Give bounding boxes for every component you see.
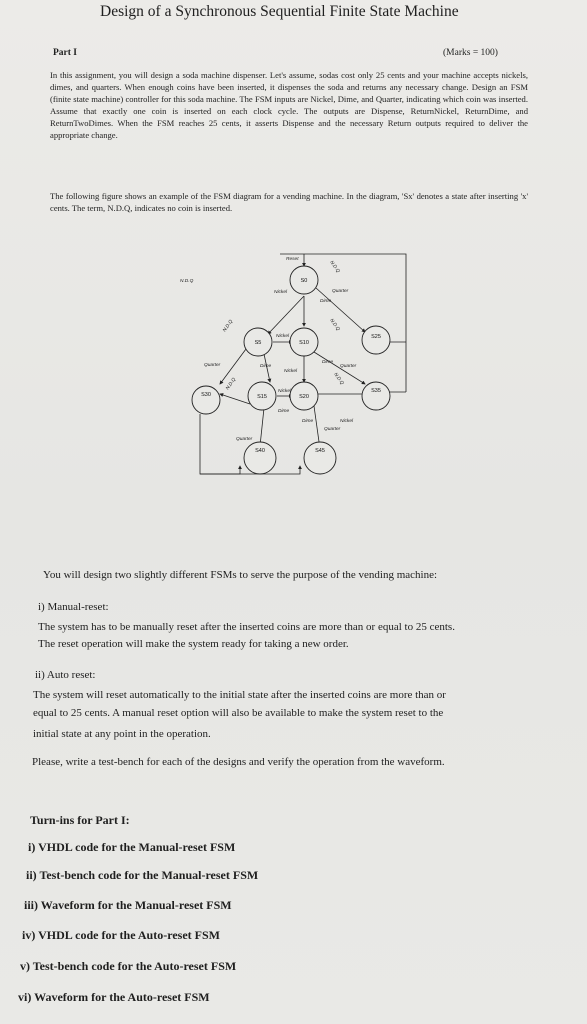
turnin-item: vi) Waveform for the Auto-reset FSM (18, 990, 210, 1004)
edge-label-dime: Dime (260, 364, 272, 369)
edge-label-dime: Dime (322, 360, 334, 365)
turnin-item: v) Test-bench code for the Auto-reset FSM (20, 959, 237, 973)
state-label: S45 (315, 448, 325, 454)
turnin-item: ii) Test-bench code for the Manual-reset FSM (26, 868, 259, 882)
edge-label-ndq: N.D.Q (222, 319, 235, 334)
state-label: S40 (255, 448, 265, 454)
state-label: S0 (300, 278, 308, 284)
edge-label-nickel: Nickel (340, 419, 354, 424)
part-label: Part I (53, 48, 78, 58)
state-label: S10 (299, 340, 309, 346)
page-title: Design of a Synchronous Sequential Finite State Machine (100, 3, 459, 20)
figure-description-paragraph: The following figure shows an example of the FSM diagram for a vending machine. In the diagram, 'Sx' denotes a state after inserting 'x' cents. The term, N.D.Q, indicates no coin is inserted. (50, 191, 528, 214)
state-s35 (362, 382, 390, 410)
manual-reset-heading: i) Manual-reset: (38, 601, 109, 613)
auto-reset-line-3: initial state at any point in the operation. (33, 728, 211, 740)
edge-label-reset: Reset (286, 257, 299, 262)
edge-label-dime: Dime (278, 409, 290, 414)
state-label: S15 (257, 394, 267, 400)
turnin-item: iii) Waveform for the Manual-reset FSM (24, 898, 232, 912)
state-s40 (244, 442, 276, 474)
state-label: S20 (299, 394, 309, 400)
edge-label-nickel: Nickel (274, 290, 288, 295)
turnin-item: iv) VHDL code for the Auto-reset FSM (22, 928, 220, 942)
testbench-line: Please, write a test-bench for each of the designs and verify the operation from the waveform. (32, 756, 445, 768)
edge-label-nickel: Nickel (276, 334, 290, 339)
edge-label-ndq: N.D.Q (328, 260, 341, 275)
edge-label-nickel: Nickel (284, 369, 298, 374)
state-label: S5 (254, 340, 262, 346)
edge-label-ndq: N.D.Q (328, 318, 341, 333)
edge-label-quarter: Quarter (332, 289, 349, 294)
edge-label-ndq: N.D.Q (225, 377, 238, 392)
edge-label-dime: Dime (302, 419, 314, 424)
auto-reset-line-2: equal to 25 cents. A manual reset option will also be available to make the system reset to the (33, 707, 444, 719)
turnin-item: i) VHDL code for the Manual-reset FSM (28, 840, 236, 854)
edge-label-quarter: Quarter (324, 427, 341, 432)
auto-reset-line-1: The system will reset automatically to the initial state after the inserted coins are more than or (33, 689, 446, 701)
edge-label-quarter: Quarter (236, 437, 253, 442)
intro-line: You will design two slightly different FSMs to serve the purpose of the vending machine: (43, 569, 438, 581)
manual-reset-line-1: The system has to be manually reset after the inserted coins are more than or equal to 25 cents. (38, 621, 455, 633)
intro-paragraph: In this assignment, you will design a soda machine dispenser. Let's assume, sodas cost only 25 cents and your machine accepts nickels, dimes, and quarters. When enough coins have been inserted, it dispenses the soda and returns any necessary change. Design an FSM (finite state machine) controller for this soda machine. The FSM inputs are Nickel, Dime, and Quarter, indicating which coin was inserted. Assume that exactly one coin is inserted on each clock cycle. The outputs are Dispense, ReturnNickel, ReturnDime, and ReturnTwoDimes. When the FSM reaches 25 cents, it asserts Dispense and the necessary Return outputs required to deliver the appropriate change. (50, 70, 528, 141)
state-s25 (362, 326, 390, 354)
edge-label-ndq: N.D.Q (332, 372, 345, 387)
turnins-title: Turn-ins for Part I: (30, 813, 130, 827)
edge-label-quarter: Quarter (340, 364, 357, 369)
edge-label-nickel: Nickel (278, 389, 292, 394)
fsm-diagram-svg (180, 244, 420, 494)
fsm-diagram (180, 244, 420, 494)
state-label: S25 (371, 334, 381, 340)
marks-label: (Marks = 100) (443, 48, 498, 58)
edge-label-ndq: N.D.Q (180, 279, 194, 284)
edge-label-quarter: Quarter (204, 363, 221, 368)
manual-reset-line-2: The reset operation will make the system ready for taking a new order. (38, 638, 349, 650)
state-s45 (304, 442, 336, 474)
auto-reset-heading: ii) Auto reset: (35, 669, 96, 681)
state-label: S30 (201, 392, 211, 398)
edge-label-dime: Dime (320, 299, 332, 304)
state-s30 (192, 386, 220, 414)
state-label: S35 (371, 388, 381, 394)
